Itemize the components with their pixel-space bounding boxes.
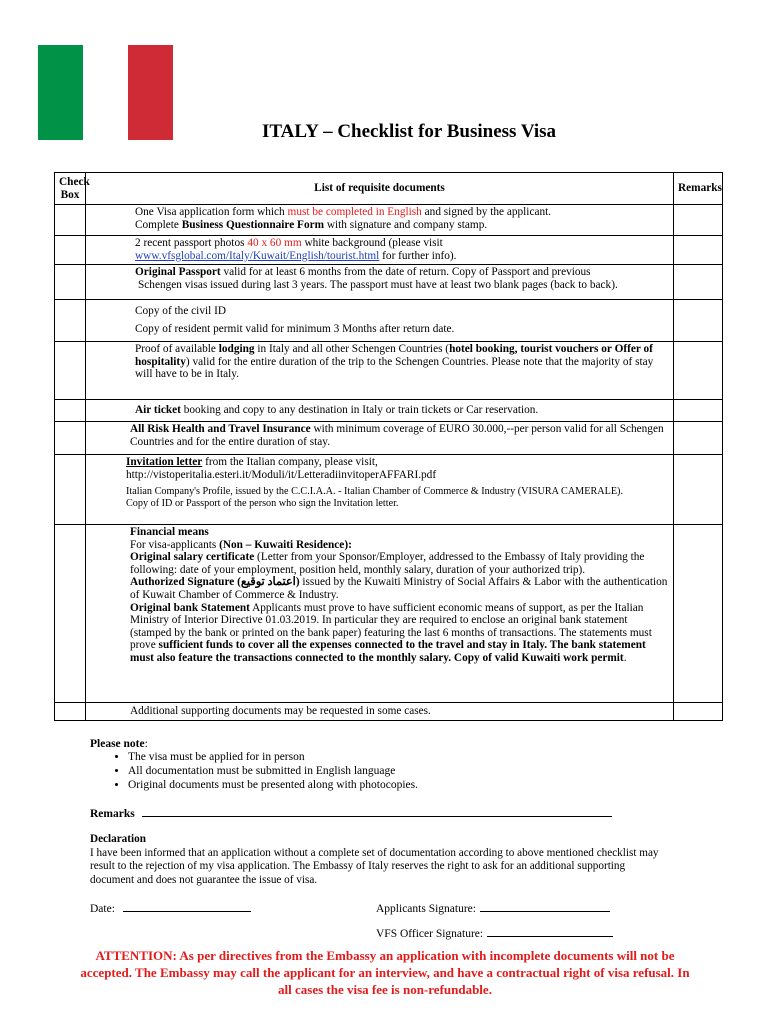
row1-text3: Complete (135, 218, 182, 231)
remarks-cell[interactable] (674, 703, 723, 721)
remarks-cell[interactable] (674, 455, 723, 525)
row4-text: Copy of the civil ID (135, 305, 226, 317)
authorized-signature-label: Authorized Signature (اعتماد توقيع) (130, 576, 300, 589)
document-cell (86, 300, 674, 342)
page-title: ITALY – Checklist for Business Visa (262, 121, 557, 142)
row2-red-text: 40 x 60 mm (247, 237, 302, 249)
please-note-section (90, 738, 418, 792)
vfs-signature-field (376, 927, 613, 940)
date-field (90, 902, 251, 915)
remarks-cell[interactable] (674, 265, 723, 300)
document-cell (86, 455, 674, 525)
remarks-cell[interactable] (674, 205, 723, 236)
attention-notice: ATTENTION: As per directives from the Embassy an application with incomplete documents will not be accepted. The Embassy may call the applicant for an interview, and have a contractual right of visa refusal. In all cases the visa fee is non-refundable. (80, 948, 690, 997)
list-item: • Original documents must be presented along with photocopies. (128, 778, 418, 792)
remarks-cell[interactable] (674, 342, 723, 400)
row7-bold-text: All Risk Health and Travel Insurance (130, 423, 311, 435)
row4-text2: Copy of resident permit valid for minimum 3 Months after return date. (135, 322, 455, 335)
table-row (55, 525, 723, 703)
list-item: • The visa must be applied for in person (128, 750, 418, 764)
please-note-colon: : (144, 738, 148, 750)
row8-company-profile: Italian Company's Profile, issued by the C.C.I.A.A. - Italian Chamber of Commerce & Industry (VISURA CAMERALE). (126, 486, 623, 498)
table-row (55, 400, 723, 422)
row9-signature-text: issued by the Kuwaiti Ministry of Social Affairs & Labor with the authentication of Kuwait Chamber of Commerce & Industry. (130, 576, 668, 601)
document-cell (86, 342, 674, 400)
please-note-title: Please note (90, 738, 145, 750)
invitation-letter-label: Invitation letter (126, 456, 203, 468)
declaration-title: Declaration (90, 833, 146, 845)
checkbox-cell[interactable] (55, 703, 86, 721)
table-row (55, 205, 723, 236)
document-cell (86, 703, 674, 721)
row5-text2: in Italy and all other Schengen Countries ( (254, 343, 450, 355)
row6-text: booking and copy to any destination in Italy or train tickets or Car reservation. (180, 404, 539, 417)
table-header-row (55, 173, 723, 205)
remarks-cell[interactable] (674, 422, 723, 455)
checkbox-cell[interactable] (55, 205, 86, 236)
row5-text: Proof of available (135, 343, 219, 355)
row9-bank-bold-text: sufficient funds to cover all the expenses connected to the travel and stay in Italy. The bank statement must also feature the transactions connected to the monthly salary. Copy of valid Kuwaiti work permit (130, 639, 646, 664)
row9-text: For visa-applicants (130, 538, 220, 551)
row1-red-text: must be completed in English (287, 206, 422, 218)
checkbox-cell[interactable] (55, 400, 86, 422)
row3-bold-text: Original Passport (135, 266, 221, 278)
checkbox-cell[interactable] (55, 455, 86, 525)
table-row (55, 300, 723, 342)
row5-bold-text2: hotel booking, tourist vouchers or Offer of hospitality (135, 343, 653, 368)
header-documents: List of requisite documents (86, 173, 674, 205)
row1-bold-text: Business Questionnaire Form (181, 218, 325, 231)
row1-text2: and signed by the applicant. (421, 206, 552, 218)
checkbox-cell[interactable] (55, 525, 86, 703)
row2-text3: for further info). (379, 249, 457, 262)
checklist-table (54, 172, 723, 721)
checkbox-cell[interactable] (55, 422, 86, 455)
row2-text2: white background (please visit (301, 237, 443, 249)
date-line[interactable] (123, 902, 251, 912)
row9-bold-text: (Non – Kuwaiti Residence): (219, 538, 352, 551)
row7-text: with minimum coverage of EURO 30.000,--per person valid for all Schengen Countries and for the entire duration of stay. (130, 423, 664, 448)
salary-certificate-label: Original salary certificate (130, 551, 255, 564)
row8-text: from the Italian company, please visit, (202, 456, 378, 468)
declaration-section (90, 833, 660, 887)
document-cell (86, 236, 674, 265)
document-cell (86, 400, 674, 422)
applicant-signature-field (376, 902, 610, 915)
table-row (55, 342, 723, 400)
document-cell (86, 422, 674, 455)
row3-text2: Schengen visas issued during last 3 years. The passport must have at least two blank pages (back to back). (138, 278, 618, 291)
date-label: Date: (90, 903, 115, 915)
header-remarks: Remarks (674, 173, 723, 205)
invitation-url: http://vistoperitalia.esteri.it/Moduli/it/LetteradiinvitoperAFFARI.pdf (126, 468, 437, 481)
checkbox-cell[interactable] (55, 342, 86, 400)
row9-salary-text: (Letter from your Sponsor/Employer, addressed to the Embassy of Italy providing the following: date of your employment, position held, monthly salary, duration of your authorized trip). (130, 551, 645, 576)
table-row (55, 422, 723, 455)
row8-id-copy: Copy of ID or Passport of the person who sign the Invitation letter. (126, 498, 399, 510)
header-check-box: Check Box (55, 173, 86, 205)
flag-red-stripe (128, 45, 173, 140)
row9-end: . (623, 651, 627, 664)
row5-text3: ) valid for the entire duration of the trip to the Schengen Countries. Please note that the majority of stay will have to be in Italy. (135, 355, 654, 381)
declaration-text: I have been informed that an application without a complete set of documentation according to above mentioned checklist may result to the rejection of my visa application. The Embassy of Italy reserves the right to ask for an additional supporting document and does not guarantee the issue of visa. (90, 846, 659, 886)
row6-bold-text: Air ticket (135, 404, 181, 417)
remarks-label: Remarks (90, 808, 135, 820)
note-list (90, 750, 418, 792)
row9-bank-text: Applicants must prove to have sufficient economic means of support, as per the Italian Ministry of Interior Directive 01.03.2019. In particular they are required to enclose an original bank statement (stamped by the bank or printed on the bank paper) featuring the last 6 months of transactions. The statements must prove (130, 601, 652, 652)
remarks-cell[interactable] (674, 525, 723, 703)
checkbox-cell[interactable] (55, 300, 86, 342)
vfs-signature-label: VFS Officer Signature: (376, 928, 484, 940)
remarks-cell[interactable] (674, 400, 723, 422)
table-row (55, 703, 723, 721)
vfs-signature-line[interactable] (487, 927, 613, 937)
applicant-signature-label: Applicants Signature: (376, 903, 476, 915)
applicant-signature-line[interactable] (480, 902, 610, 912)
row10-text: Additional supporting documents may be requested in some cases. (130, 705, 431, 718)
checkbox-cell[interactable] (55, 236, 86, 265)
italy-flag (38, 45, 173, 140)
remarks-cell[interactable] (674, 236, 723, 265)
table-row (55, 455, 723, 525)
row2-text: 2 recent passport photos (135, 237, 248, 249)
document-cell (86, 265, 674, 300)
remarks-line[interactable] (142, 807, 612, 817)
financial-means-title: Financial means (130, 526, 209, 538)
table-row (55, 265, 723, 300)
table-row (55, 236, 723, 265)
row1-text4: with signature and company stamp. (324, 218, 488, 231)
row3-text: valid for at least 6 months from the date of return. Copy of Passport and previous (220, 266, 591, 278)
flag-green-stripe (38, 45, 83, 140)
vfs-link[interactable]: www.vfsglobal.com/Italy/Kuwait/English/tourist.html (135, 249, 380, 262)
remarks-field (90, 807, 612, 820)
list-item: • All documentation must be submitted in English language (128, 764, 418, 778)
bank-statement-label: Original bank Statement (130, 601, 250, 614)
document-cell (86, 525, 674, 703)
row5-bold-text: lodging (218, 343, 255, 355)
row1-text: One Visa application form which (135, 206, 288, 218)
remarks-cell[interactable] (674, 300, 723, 342)
document-cell (86, 205, 674, 236)
flag-white-stripe (83, 45, 128, 140)
checkbox-cell[interactable] (55, 265, 86, 300)
